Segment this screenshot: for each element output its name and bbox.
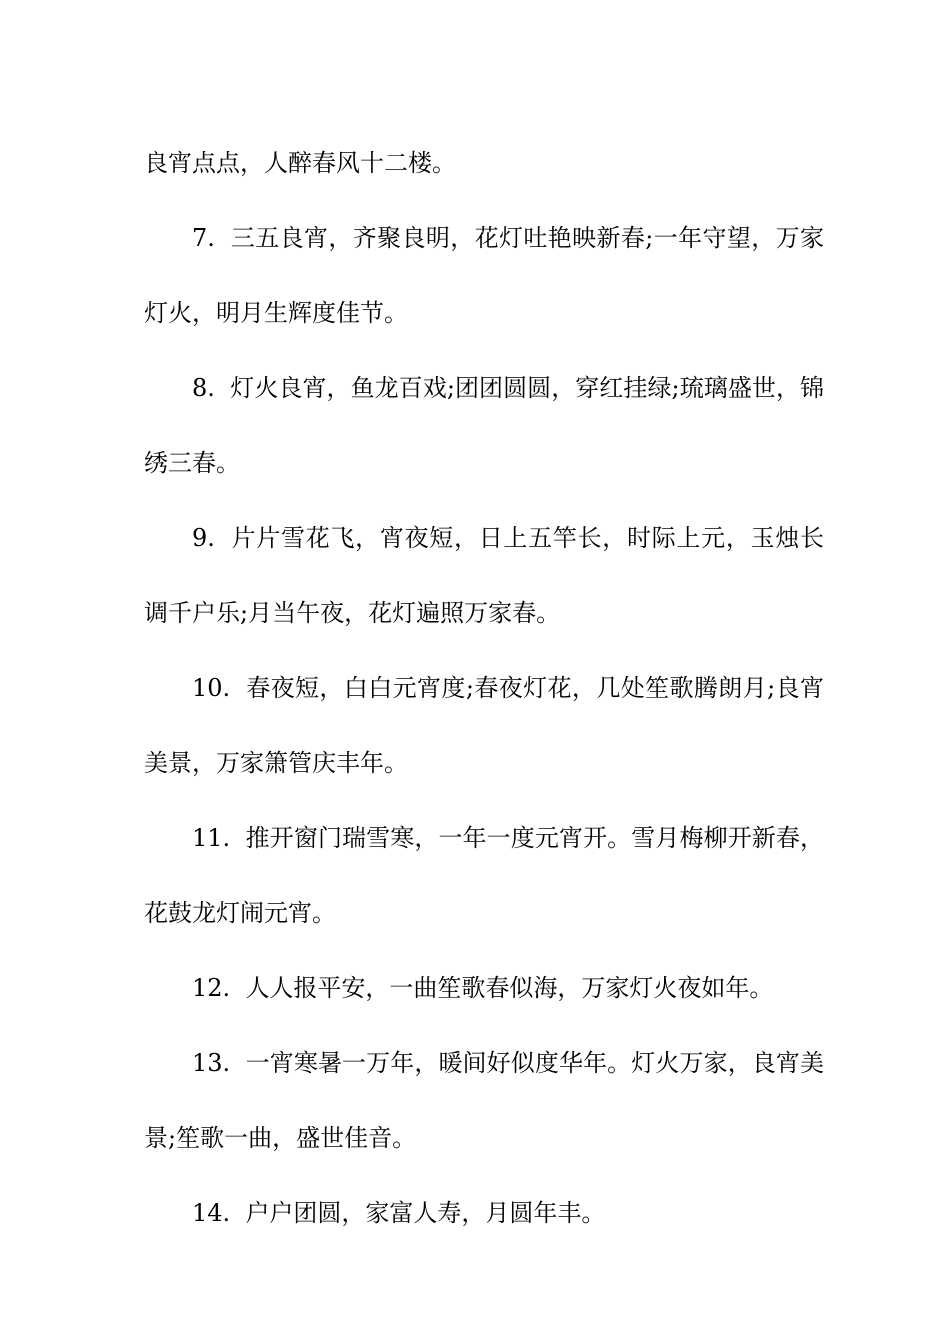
paragraph-text: 推开窗门瑞雪寒，一年一度元宵开。雪月梅柳开新春，花鼓龙灯闹元宵。 (144, 824, 824, 927)
list-item (144, 801, 824, 951)
paragraph-text: 良宵点点，人醉春风十二楼。 (144, 149, 456, 177)
paragraph-continuation (144, 126, 824, 201)
item-number: 11. (192, 824, 231, 852)
list-item (144, 951, 824, 1026)
paragraph-text: 一宵寒暑一万年，暖间好似度华年。灯火万家，良宵美景;笙歌一曲，盛世佳音。 (144, 1049, 824, 1152)
item-number: 7. (192, 224, 215, 252)
paragraph-text: 人人报平安，一曲笙歌春似海，万家灯火夜如年。 (245, 974, 774, 1002)
list-item (144, 1176, 824, 1251)
list-item (144, 1026, 824, 1176)
item-number: 14. (192, 1199, 231, 1227)
paragraph-text: 三五良宵，齐聚良明，花灯吐艳映新春;一年守望，万家灯火，明月生辉度佳节。 (144, 224, 824, 327)
paragraph-text: 户户团圆，家富人寿，月圆年丰。 (245, 1199, 606, 1227)
list-item (144, 351, 824, 501)
paragraph-text: 片片雪花飞，宵夜短，日上五竿长，时际上元，玉烛长调千户乐;月当午夜，花灯遍照万家春。 (144, 524, 824, 627)
item-number: 13. (192, 1049, 231, 1077)
item-number: 8. (192, 374, 215, 402)
list-item (144, 651, 824, 801)
item-number: 12. (192, 974, 231, 1002)
item-number: 9. (192, 524, 215, 552)
paragraph-text: 灯火良宵，鱼龙百戏;团团圆圆，穿红挂绿;琉璃盛世，锦绣三春。 (144, 374, 825, 477)
document-body (144, 126, 824, 1251)
list-item (144, 501, 824, 651)
paragraph-text: 春夜短，白白元宵度;春夜灯花，几处笙歌腾朗月;良宵美景，万家箫管庆丰年。 (144, 674, 824, 777)
item-number: 10. (192, 674, 231, 702)
list-item (144, 201, 824, 351)
